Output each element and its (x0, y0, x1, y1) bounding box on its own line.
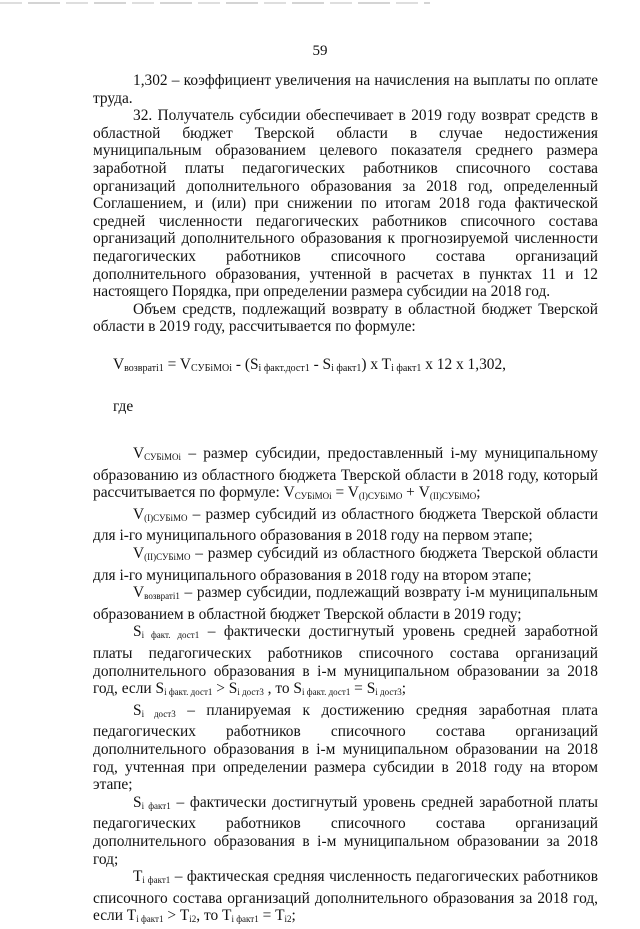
formula: $V_{возвратi1} = V_{СУБiМОi} - (S_{i факт.дост1} - S_{i факт1})$ x $T_{i факт1}$ x 12 x 1,302, (113, 355, 507, 374)
document-body (93, 72, 598, 929)
definition-v-subsidy: $V_{СУБiМОi}$ – размер субсидии, предоставленный i-му муниципальному образованию из областного бюджета Тверской области в 2018 году, который рассчитывается по формуле: $V_{СУБiМОi} = V_{(I)СУБiМО} + V_{(II)СУБiМО}$; (93, 445, 598, 502)
page-number: 59 (312, 43, 328, 59)
definition-s-fact: $S_{i факт1}$ – фактически достигнутый уровень средней заработной платы педагогических работников списочного состава организаций дополнительного образования в i-м муниципальном образовании за 2018 год; (93, 793, 598, 868)
definition-v-return: $V_{возвратi1}$ – размер субсидии, подлежащий возврату i-м муниципальным образованием в областной бюджет Тверской области в 2019 году; (93, 584, 598, 623)
paragraph-volume-intro: Объем средств, подлежащий возврату в областной бюджет Тверской области в 2019 году, рассчитывается по формуле: (93, 300, 598, 336)
definition-t-fact: $T_{i факт1}$ – фактическая средняя численность педагогических работников списочного состава организаций дополнительного образования за 2018 год, если $T_{i факт1} > T_{i2}$, то $T_{i факт1} = T_{i2}$; (93, 868, 598, 925)
definition-s-planned: $S_{i дост3}$ – планируемая к достижению средняя заработная плата педагогических работников списочного состава организаций дополнительного образования в i-м муниципальном образовании на 2018 год, учтенная при определении размера субсидии в 2018 году на втором этапе; (93, 701, 598, 794)
definition-v-first-stage: $V_{(I)СУБiМО}$ – размер субсидий из областного бюджета Тверской области для i-го муниципального образования в 2018 году на первом этапе; (93, 505, 598, 545)
paragraph-coefficient: 1,302 – коэффициент увеличения на начисления на выплаты по оплате труда. (93, 72, 598, 107)
paragraph-32: 32. Получатель субсидии обеспечивает в 2019 году возврат средств в областной бюджет Тверской области в случае недостижения муниципальным образованием целевого показателя среднего размера заработной платы педагогических работников списочного состава организаций дополнительного образования за 2018 год, определенный Соглашением, и (или) при снижении по итогам 2018 года фактической средней численности педагогических работников списочного состава организаций дополнительного образования к прогнозируемой численности педагогических работников списочного состава организаций дополнительного образования, учтенной в расчетах в пунктах 11 и 12 настоящего Порядка, при определении размера субсидии на 2018 год. (93, 107, 598, 301)
definition-v-second-stage: $V_{(II)СУБiМО}$ – размер субсидий из областного бюджета Тверской области для i-го муниципального образования в 2018 году на втором этапе; (93, 545, 598, 584)
where-label: где (113, 397, 134, 415)
definition-s-fact-achieved: $S_{i факт. дост1}$ – фактически достигнутый уровень средней заработной платы педагогических работников списочного состава организаций дополнительного образования в i-м муниципальном образовании за 2018 год, если $S_{i факт. дост1} > S_{i дост3}$ , то $S_{i факт. дост1} = S_{i дост3}$; (93, 623, 598, 698)
